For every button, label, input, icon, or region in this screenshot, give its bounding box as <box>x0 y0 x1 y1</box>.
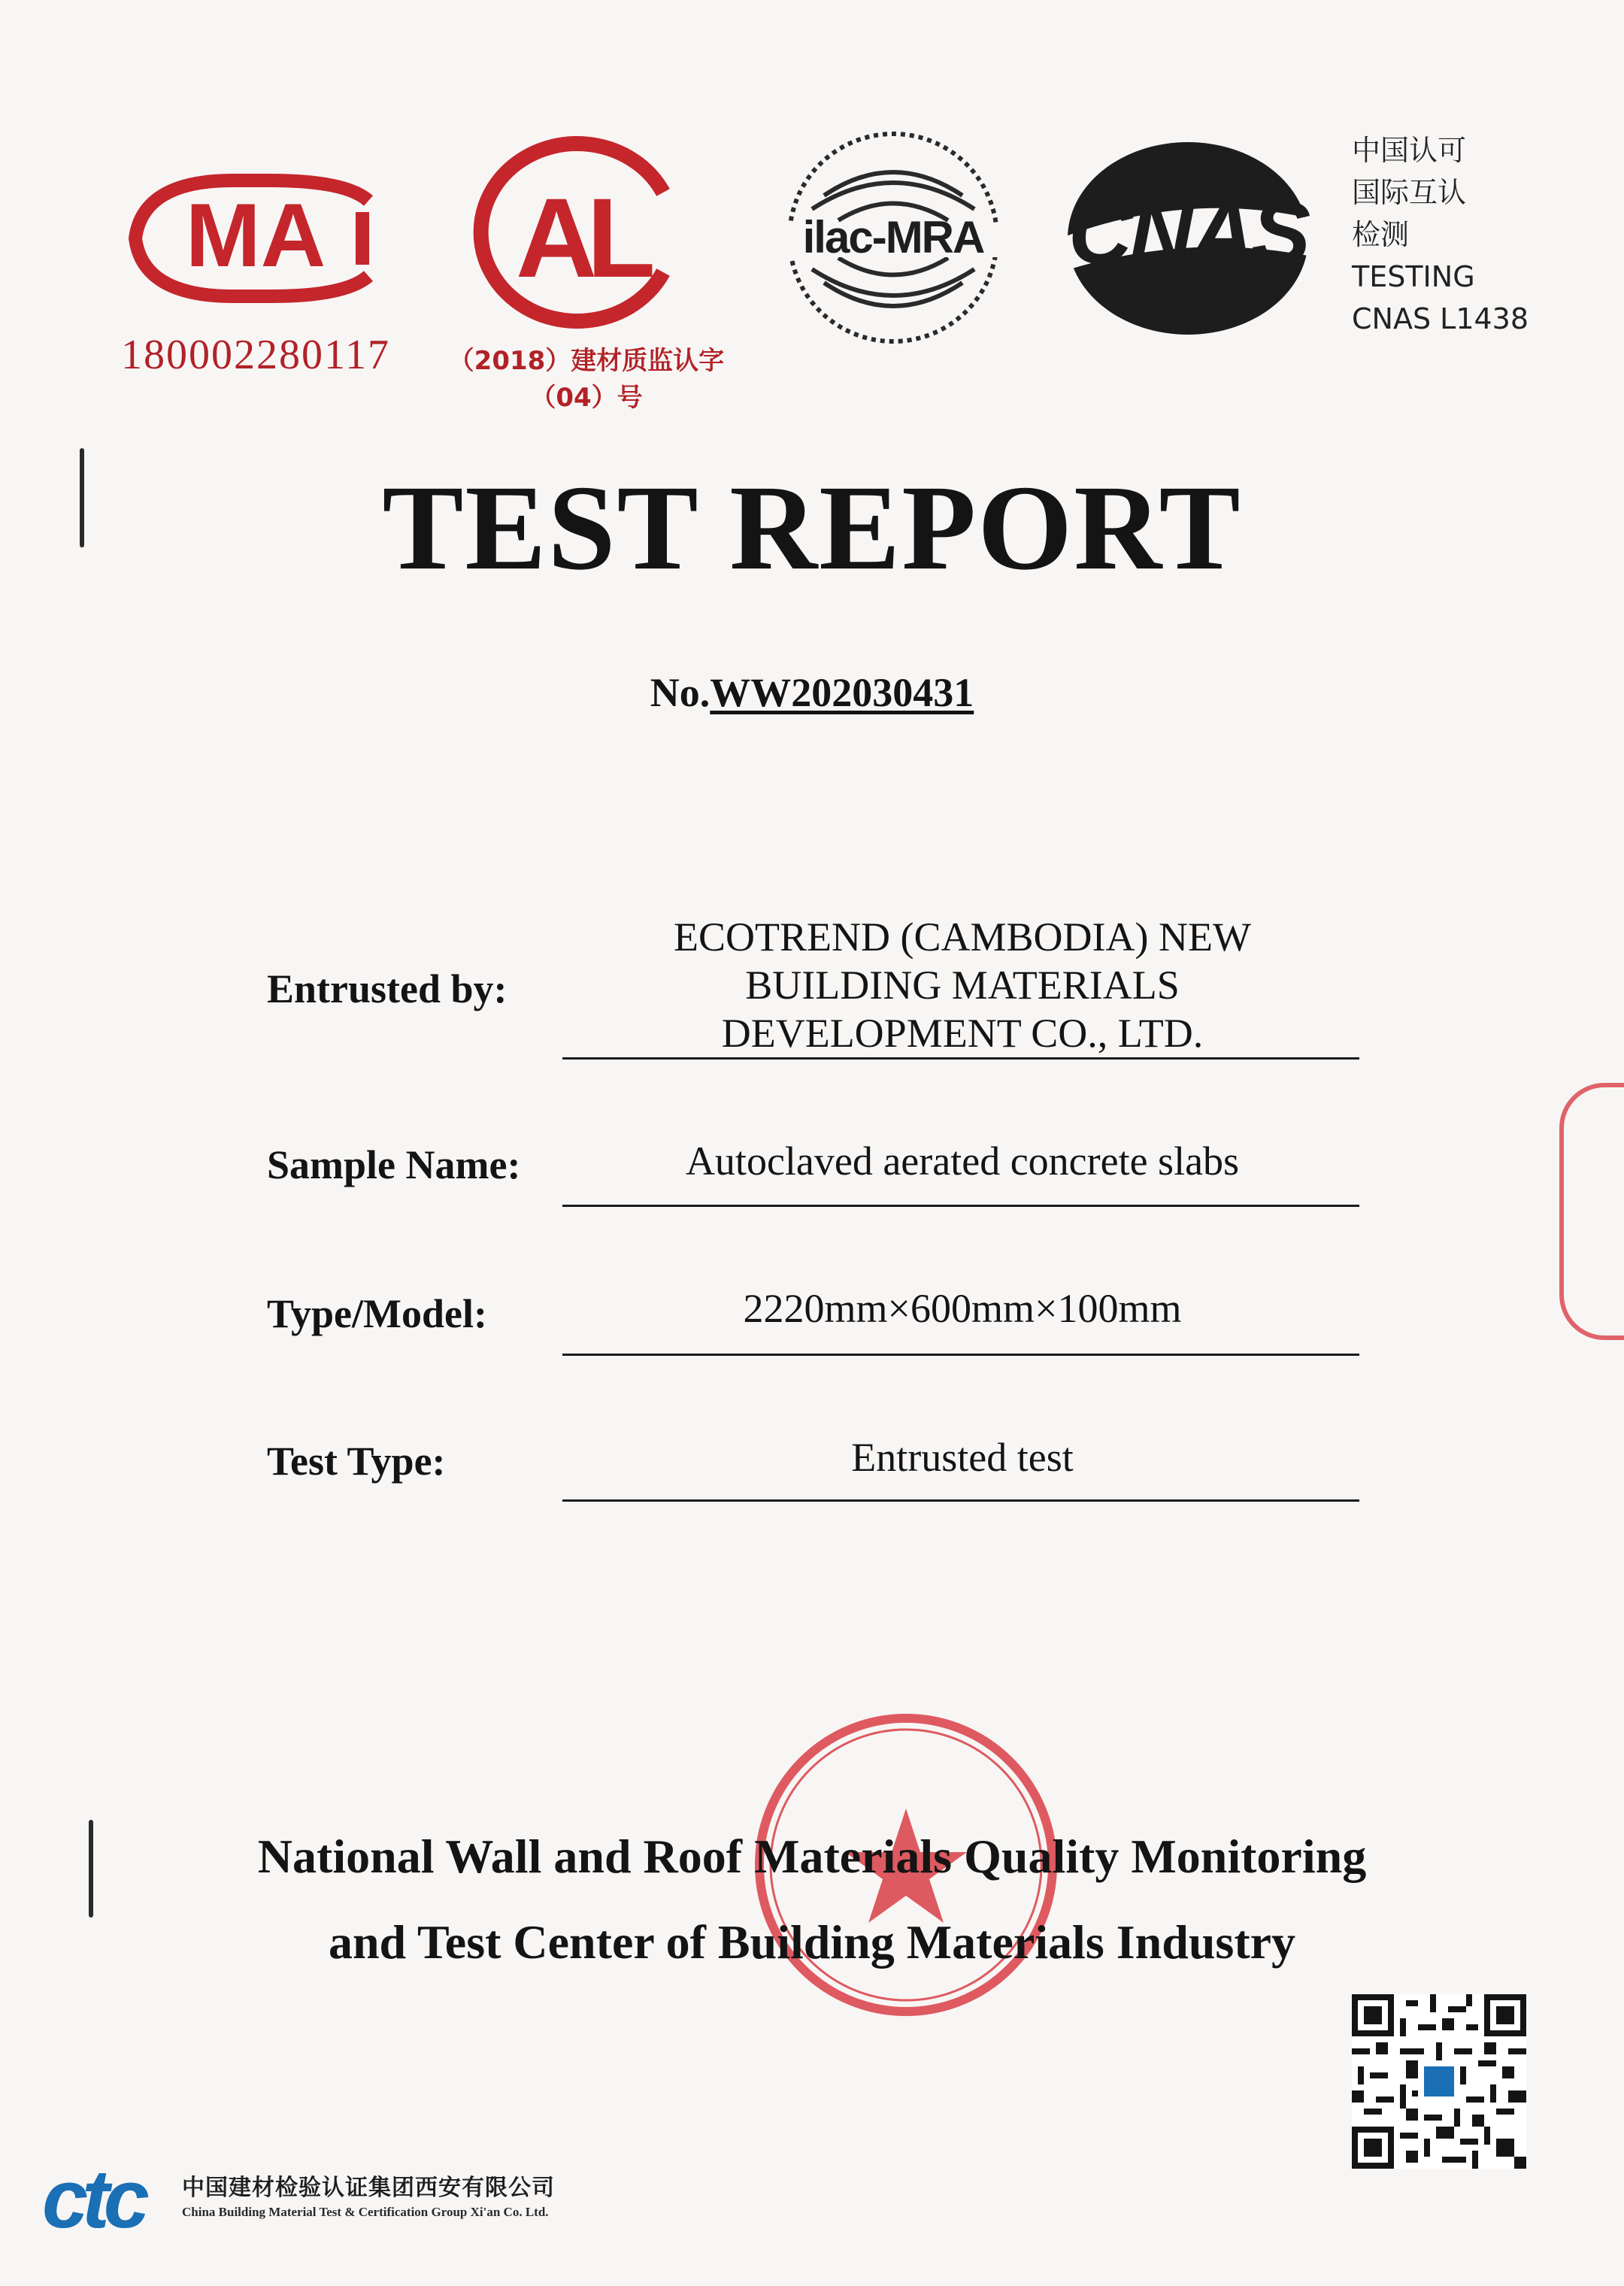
test-type-label: Test Type: <box>267 1439 446 1484</box>
type-model-value: 2220mm×600mm×100mm <box>743 1286 1182 1331</box>
entrusted-by-underline <box>562 1057 1359 1060</box>
cnas-logo-text: CNAS <box>1068 183 1308 283</box>
cal-accreditation-text: （2018）建材质监认字（04）号 <box>448 346 725 413</box>
test-type-underline <box>562 1499 1359 1502</box>
page-title: TEST REPORT <box>382 461 1242 596</box>
entrusted-by-line-2: BUILDING MATERIALS <box>745 963 1180 1008</box>
issuer-name-line-1: National Wall and Roof Materials Quality Monitoring <box>257 1830 1367 1883</box>
entrusted-by-line-3: DEVELOPMENT CO., LTD. <box>721 1011 1204 1056</box>
cnas-line-3: 检测 <box>1352 218 1410 251</box>
cnas-line-4: TESTING <box>1352 260 1475 293</box>
issuer-name-line-2: and Test Center of Building Materials Industry <box>328 1915 1296 1969</box>
cal-logo-text: AL <box>516 174 645 301</box>
cnas-line-2: 国际互认 <box>1352 176 1467 209</box>
ilac-logo-text: ilac-MRA <box>802 212 984 262</box>
ma-logo <box>120 167 383 310</box>
ma-logo-text: MA <box>185 185 326 286</box>
report-number-prefix: No. <box>650 670 710 715</box>
ilac-mra-logo <box>782 126 1004 349</box>
report-number <box>0 669 1624 716</box>
entrusted-by-label: Entrusted by: <box>267 966 508 1011</box>
ma-certificate-number: 180002280117 <box>121 332 390 378</box>
sample-name-value: Autoclaved aerated concrete slabs <box>685 1138 1240 1184</box>
cnas-logo <box>1053 137 1323 340</box>
test-type-value: Entrusted test <box>851 1435 1074 1480</box>
ctc-logo: ctc <box>42 2153 144 2245</box>
cnas-line-1: 中国认可 <box>1352 134 1467 167</box>
entrusted-by-value <box>564 913 1361 1057</box>
cal-logo <box>460 134 693 331</box>
cnas-line-5: CNAS L1438 <box>1352 302 1529 335</box>
type-model-underline <box>562 1354 1359 1356</box>
sample-name-underline <box>562 1205 1359 1207</box>
qr-code <box>1352 1994 1526 2169</box>
company-name-english: China Building Material Test & Certification Group Xi'an Co. Ltd. <box>182 2205 549 2219</box>
cnas-accreditation-text <box>1352 129 1529 340</box>
company-name-chinese: 中国建材检验认证集团西安有限公司 <box>182 2175 555 2201</box>
edge-seal <box>1559 1083 1624 1340</box>
sample-name-label: Sample Name: <box>267 1142 521 1187</box>
report-number-value: WW202030431 <box>710 670 974 715</box>
entrusted-by-line-1: ECOTREND (CAMBODIA) NEW <box>674 914 1251 960</box>
type-model-label: Type/Model: <box>267 1291 487 1336</box>
